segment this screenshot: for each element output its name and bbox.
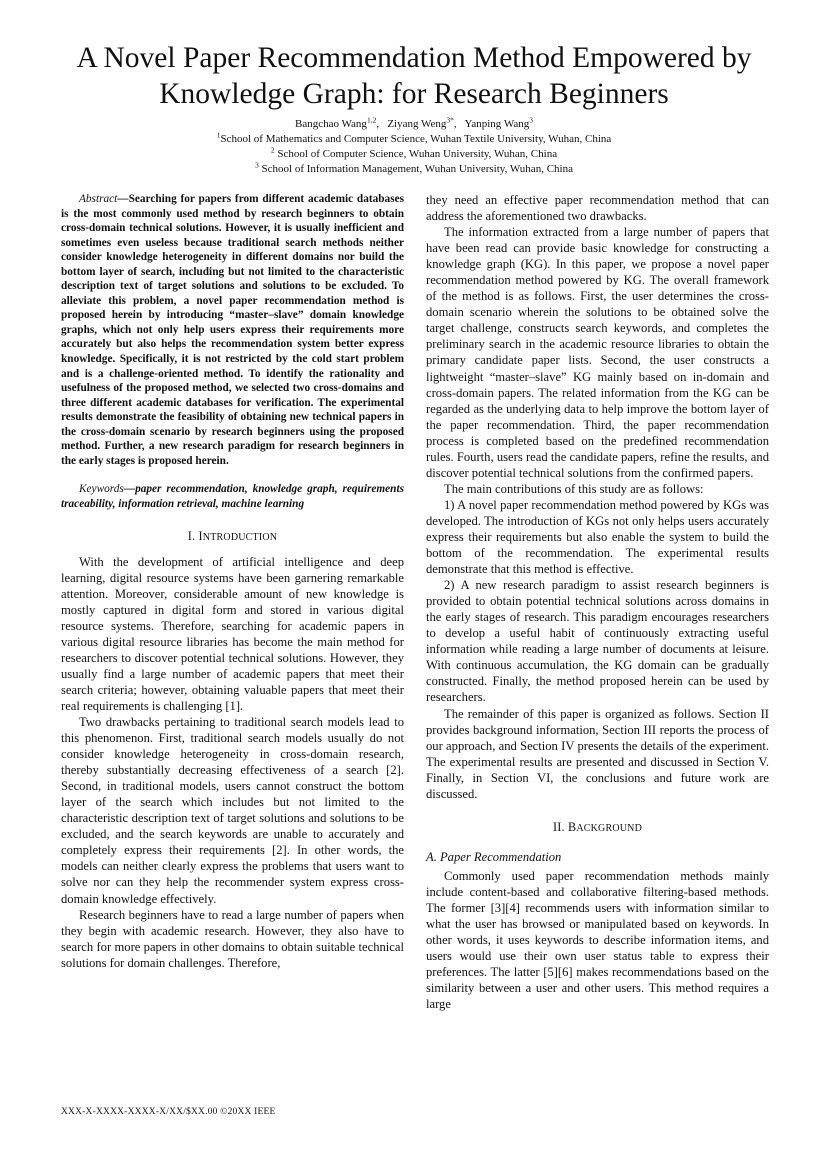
affiliation-text: School of Information Management, Wuhan University, Wuhan, China — [258, 163, 573, 175]
author-name: Bangchao Wang — [295, 118, 367, 130]
background-paragraph: Commonly used paper recommendation methods mainly include content-based and collaborative filtering-based methods. The former [3][4] recommends users with information similar to what the user has browsed or manipulated based on keywords. In other words, it uses keywords to describe information items, and users would use their own user status table to express their preferences. The latter [5][6] makes recommendations based on the similarity between a user and other users. This method requires a large — [426, 868, 769, 1012]
section-title-rest: ACKGROUND — [576, 822, 643, 834]
author-block — [40, 117, 788, 177]
subsection-heading: A. Paper Recommendation — [426, 849, 562, 864]
author-affiliation-mark: 3* — [446, 115, 454, 125]
section-title-rest: NTRODUCTION — [202, 532, 278, 544]
title-line-1: A Novel Paper Recommendation Method Empowered by — [76, 42, 752, 74]
affiliation-mark: 1 — [216, 130, 221, 140]
affiliation-mark: 2 — [270, 145, 275, 155]
section-number: II. — [552, 819, 568, 834]
section-heading-background — [426, 819, 769, 837]
contribution-item: 2) A new research paradigm to assist research beginners is provided to obtain potential technical solutions across domains in the early stages of research. This paradigm encourages researchers to develop a useful habit of continuously extracting useful information while reading a large number of documents at leisure. With continuous accumulation, the KG domain can be gradually constructed. Finally, the method proposed herein can be used by researchers. — [426, 578, 769, 705]
section-title-initial: B — [567, 819, 577, 834]
intro-paragraph: Research beginners have to read a large number of papers when they begin with academic research. However, they also have to search for more papers in other domains to obtain suitable technical solutions for domain challenges. Therefore, — [61, 907, 404, 970]
affiliation-text: School of Mathematics and Computer Science, Wuhan Textile University, Wuhan, China — [220, 133, 612, 145]
paper-title — [40, 40, 788, 112]
keywords-label: Keywords — [79, 483, 124, 496]
author-separator: , — [376, 118, 385, 130]
section-number: I. — [187, 529, 199, 544]
section-heading-introduction — [61, 528, 404, 546]
contributions-intro: The main contributions of this study are as follows: — [444, 481, 704, 496]
author-name: Ziyang Weng — [387, 118, 447, 130]
title-line-2: Knowledge Graph: for Research Beginners — [159, 78, 669, 110]
abstract — [61, 192, 404, 468]
intro-paragraph: Two drawbacks pertaining to traditional search models lead to this phenomenon. First, traditional search models usually do not consider knowledge heterogeneity in cross-domain research, thereby substantially decreasing effectiveness of a search [2]. Second, in traditional models, users cannot construct the bottom layer of the search which includes but not limited to the characteristic description text of target solutions and solutions to be excluded, and the search keywords are unable to accurately and completely express their requirements [2]. In other words, the models can neither clearly express the problems that users want to solve nor can they help the recommender system express cross-domain knowledge effectively. — [61, 715, 404, 906]
author-affiliation-mark: 3 — [529, 115, 533, 125]
left-column — [61, 192, 404, 971]
affiliation — [40, 147, 788, 162]
affiliation — [40, 162, 788, 177]
author-names — [40, 117, 788, 132]
affiliation-text: School of Computer Science, Wuhan University, Wuhan, China — [274, 148, 558, 160]
intro-paragraph: With the development of artificial intelligence and deep learning, digital resource systems have been garnering remarkable attention. Moreover, considerable amount of new knowledge is mostly captured in digital form and stored in various digital resource systems. Therefore, searching for academic papers in various digital resource libraries has become the main method for researchers to discover potential technical solutions. However, they usually find a large number of academic papers that meet their search criteria; however, obtaining valuable papers that meet their real requirements is challenging [1]. — [61, 554, 404, 713]
author-affiliation-mark: 1,2 — [366, 115, 377, 125]
keywords-text: —paper recommendation, knowledge graph, requirements traceability, information retrieval, machine learning — [61, 483, 404, 510]
section-title-initial: I — [198, 529, 203, 544]
abstract-label: Abstract — [79, 193, 118, 205]
affiliation — [40, 132, 788, 147]
intro-paragraph: The information extracted from a large number of papers that have been read can provide basic knowledge for constructing a knowledge graph (KG). In this paper, we propose a novel paper recommendation method powered by KG. The overall framework of the method is as follows. First, the user determines the cross-domain scenario wherein the solutions to be obtained solve the target challenge, constructs search keywords, and completes the preliminary search in the academic resource libraries to obtain the primary candidate paper lists. Second, the user constructs a lightweight “master–slave” KG mainly based on in-domain and cross-domain papers. The related information from the KG can be regarded as the underlying data to help improve the bottom layer of the paper recommendation. Third, the paper recommendation process is completed based on the predefined recommendation rules. Fourth, users read the candidate papers, refine the results, and discover potential technical solutions from the confirmed papers. — [426, 225, 769, 480]
keywords — [61, 482, 404, 511]
organization-paragraph: The remainder of this paper is organized as follows. Section II provides background information, Section III reports the process of our approach, and Section IV presents the details of the experiment. The experimental results are presented and discussed in Section V. Finally, in Section VI, the conclusions and future work are discussed. — [426, 706, 769, 801]
right-column — [426, 192, 769, 1012]
intro-paragraph-continued: they need an effective paper recommendation method that can address the aforementioned two drawbacks. — [426, 193, 769, 224]
author-name: Yanping Wang — [464, 118, 530, 130]
abstract-text: —Searching for papers from different academic databases is the most commonly used method by research beginners to obtain cross-domain technical solutions. However, it is usually inefficient and sometimes even useless because traditional search methods neither consider knowledge heterogeneity in different domains nor build the bottom layer of search, including but not limited to the characteristic description text of target solutions and solutions to be excluded. To alleviate this problem, a novel paper recommendation method is proposed herein by introducing “master–slave” domain knowledge graphs, which not only help users express their requirements more accurately but also helps the recommendation system better express knowledge. Specifically, it is not restricted by the cold start problem and is a challenge-oriented method. To identify the rationality and usefulness of the proposed method, we selected two cross-domains and three different academic databases for verification. The experimental results demonstrate the feasibility of obtaining new technical papers in the cross-domain scenario by research beginners using the proposed method. Further, a new research paradigm for research beginners in the early stages is proposed herein. — [61, 193, 404, 467]
contribution-item: 1) A novel paper recommendation method powered by KGs was developed. The introduction of KGs not only helps users accurately express their requirements but also enable the system to build the bottom of the recommendation. The experimental results demonstrate that this method is effective. — [426, 497, 769, 577]
author-separator: , — [453, 118, 463, 130]
affiliation-mark: 3 — [255, 160, 259, 170]
copyright-footer: XXX-X-XXXX-XXXX-X/XX/$XX.00 ©20XX IEEE — [61, 1107, 276, 1117]
